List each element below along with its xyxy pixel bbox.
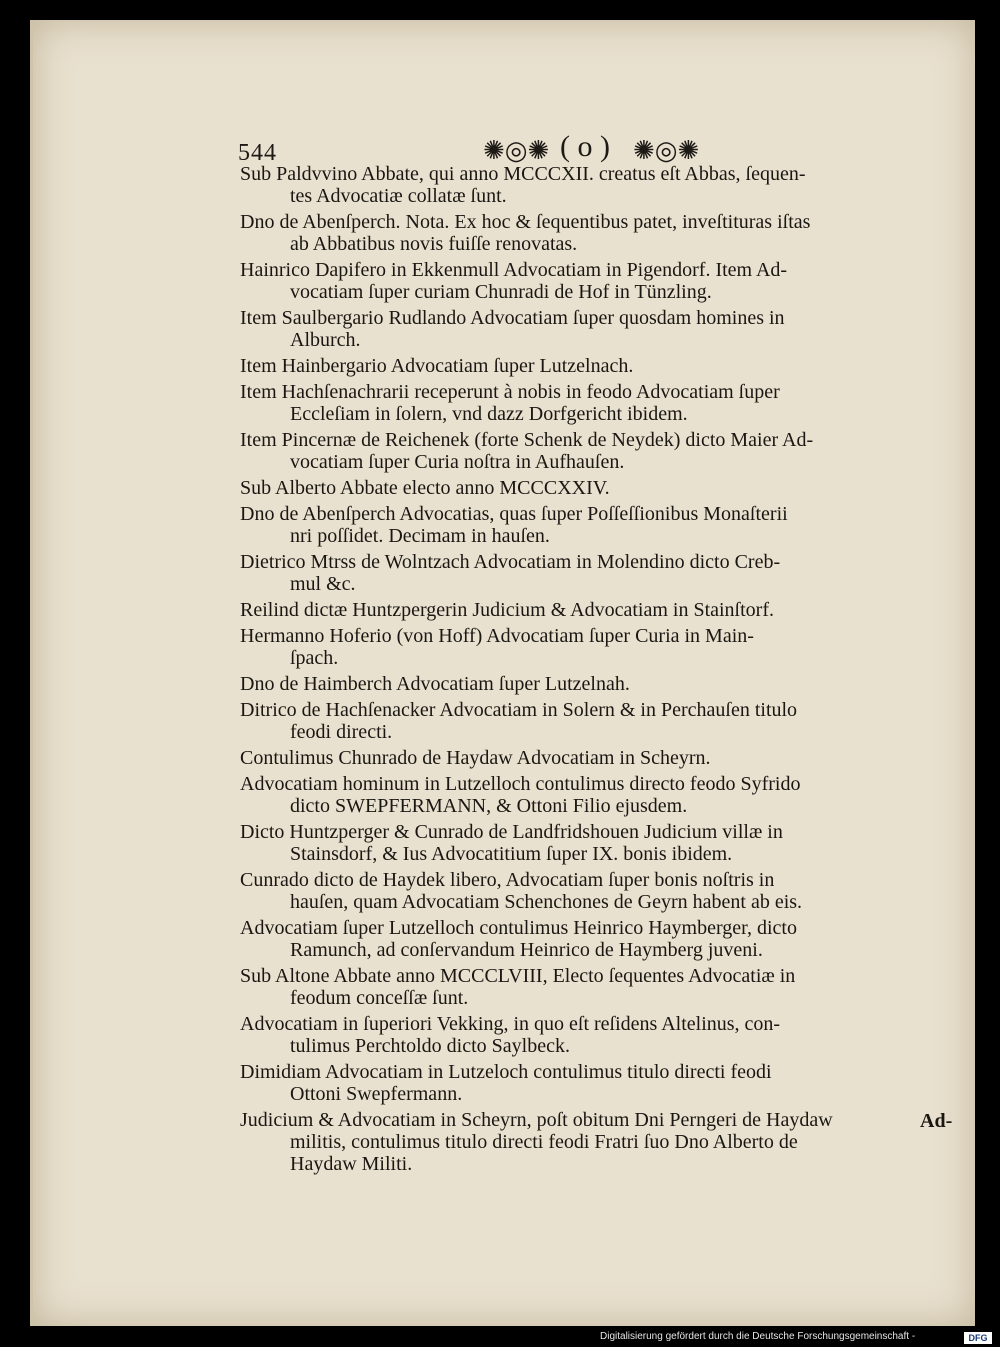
entry-first-line: Item Hainbergario Advocatiam ſuper Lutzelnach.	[240, 355, 634, 377]
entry-first-line: Sub Alberto Abbate electo anno MCCCXXIV.	[240, 477, 610, 499]
text-entry	[240, 259, 950, 303]
text-entry	[240, 1109, 953, 1175]
entry-first-line: Contulimus Chunrado de Haydaw Advocatiam in Scheyrn.	[240, 747, 711, 769]
entry-continuation-line: Ottoni Swepfermann.	[290, 1083, 463, 1105]
entry-first-line: Advocatiam in ſuperiori Vekking, in quo eſt reſidens Altelinus, con-	[240, 1013, 781, 1035]
entry-continuation-line: Stainsdorf, & Ius Advocatitium ſuper IX. bonis ibidem.	[290, 843, 733, 865]
entry-first-line: Ditrico de Hachſenacker Advocatiam in Solern & in Perchauſen titulo	[240, 699, 798, 721]
entry-first-line: Dietrico Mtrss de Wolntzach Advocatiam in Molendino dicto Creb-	[240, 551, 781, 573]
entry-first-line: Judicium & Advocatiam in Scheyrn, poſt obitum Dni Perngeri de Haydaw	[240, 1109, 833, 1131]
entry-first-line: Item Saulbergario Rudlando Advocatiam ſuper quosdam homines in	[240, 307, 785, 329]
entry-continuation-line: feodi directi.	[290, 721, 393, 743]
entry-first-line: Advocatiam hominum in Lutzelloch contulimus directo feodo Syfrido	[240, 773, 801, 795]
text-entry	[240, 381, 950, 425]
text-entry	[240, 551, 950, 595]
entry-first-line: Advocatiam ſuper Lutzelloch contulimus Heinrico Haymberger, dicto	[240, 917, 797, 939]
entry-continuation-line: vocatiam ſuper Curia noſtra in Aufhauſen.	[290, 451, 625, 473]
entry-first-line: Dno de Haimberch Advocatiam ſuper Lutzelnah.	[240, 673, 630, 695]
entry-continuation-line: Eccleſiam in ſolern, vnd dazz Dorfgericht ibidem.	[290, 403, 688, 425]
right-ornament: ✺◎✺	[633, 136, 700, 165]
text-body	[240, 163, 953, 1179]
entry-first-line: Hainrico Dapifero in Ekkenmull Advocatiam in Pigendorf. Item Ad-	[240, 259, 788, 281]
entry-first-line: Hermanno Hoferio (von Hoff) Advocatiam ſuper Curia in Main-	[240, 625, 754, 647]
page-header	[238, 128, 708, 168]
entry-first-line: Dimidiam Advocatiam in Lutzeloch contulimus titulo directi feodi	[240, 1061, 772, 1083]
entry-continuation-line: tes Advocatiæ collatæ ſunt.	[290, 185, 507, 207]
entry-continuation-line: hauſen, quam Advocatiam Schenchones de Geyrn habent ab eis.	[290, 891, 803, 913]
entry-continuation-line: Alburch.	[290, 329, 361, 351]
entry-continuation-line: Ramunch, ad conſervandum Heinrico de Haymberg juveni.	[290, 939, 763, 961]
entry-first-line: Dno de Abenſperch Advocatias, quas ſuper Poſſeſſionibus Monaſterii	[240, 503, 788, 525]
entry-continuation-line: ſpach.	[290, 647, 339, 669]
left-ornament: ✺◎✺	[483, 136, 550, 165]
text-entry	[240, 699, 950, 743]
entry-continuation-line: tulimus Perchtoldo dicto Saylbeck.	[290, 1035, 570, 1057]
catchword: Ad-	[920, 1110, 953, 1132]
text-entry	[240, 673, 950, 695]
entry-first-line: Dicto Huntzperger & Cunrado de Landfridshouen Judicium villæ in	[240, 821, 783, 843]
text-entry	[240, 211, 950, 255]
entry-continuation-line: vocatiam ſuper curiam Chunradi de Hof in Tünzling.	[290, 281, 712, 303]
entry-continuation-line: mul &c.	[290, 573, 356, 595]
entry-continuation-line: feodum conceſſæ ſunt.	[290, 987, 469, 1009]
entry-first-line: Sub Altone Abbate anno MCCCLVIII, Electo ſequentes Advocatiæ in	[240, 965, 796, 987]
footer-credit: Digitalisierung gefördert durch die Deutsche Forschungsgemeinschaft -	[600, 1331, 916, 1342]
entry-continuation-line: ab Abbatibus novis fuiſſe renovatas.	[290, 233, 578, 255]
text-entry	[240, 625, 950, 669]
entry-first-line: Dno de Abenſperch. Nota. Ex hoc & ſequentibus patet, inveſtituras iſtas	[240, 211, 811, 233]
text-entry	[240, 869, 950, 913]
text-entry	[240, 163, 950, 207]
entry-first-line: Item Hachſenachrarii receperunt à nobis in feodo Advocatiam ſuper	[240, 381, 780, 403]
text-entry	[240, 307, 950, 351]
text-entry	[240, 503, 950, 547]
text-entry	[240, 747, 950, 769]
page-number: 544	[238, 140, 277, 166]
text-entry	[240, 477, 950, 499]
entry-continuation-line: nri poſſidet. Decimam in hauſen.	[290, 525, 550, 547]
text-entry	[240, 429, 950, 473]
text-entry	[240, 1013, 950, 1057]
text-entry	[240, 599, 950, 621]
text-entry	[240, 965, 950, 1009]
entry-first-line: Reilind dictæ Huntzpergerin Judicium & Advocatiam in Stainſtorf.	[240, 599, 774, 621]
entry-continuation-line: militis, contulimus titulo directi feodi Fratri ſuo Dno Alberto de	[290, 1131, 798, 1153]
text-entry	[240, 355, 950, 377]
entry-first-line: Sub Paldvvino Abbate, qui anno MCCCXII. creatus eſt Abbas, ſequen-	[240, 163, 806, 185]
dfg-logo: DFG	[964, 1332, 992, 1344]
header-center-ornament: ( o )	[560, 130, 610, 163]
text-entry	[240, 1061, 950, 1105]
entry-continuation-line: dicto SWEPFERMANN, & Ottoni Filio ejusdem.	[290, 795, 688, 817]
entry-first-line: Cunrado dicto de Haydek libero, Advocatiam ſuper bonis noſtris in	[240, 869, 775, 891]
text-entry	[240, 821, 950, 865]
entry-continuation-line: Haydaw Militi.	[290, 1153, 413, 1175]
entry-first-line: Item Pincernæ de Reichenek (forte Schenk de Neydek) dicto Maier Ad-	[240, 429, 814, 451]
text-entry	[240, 773, 950, 817]
text-entry	[240, 917, 950, 961]
